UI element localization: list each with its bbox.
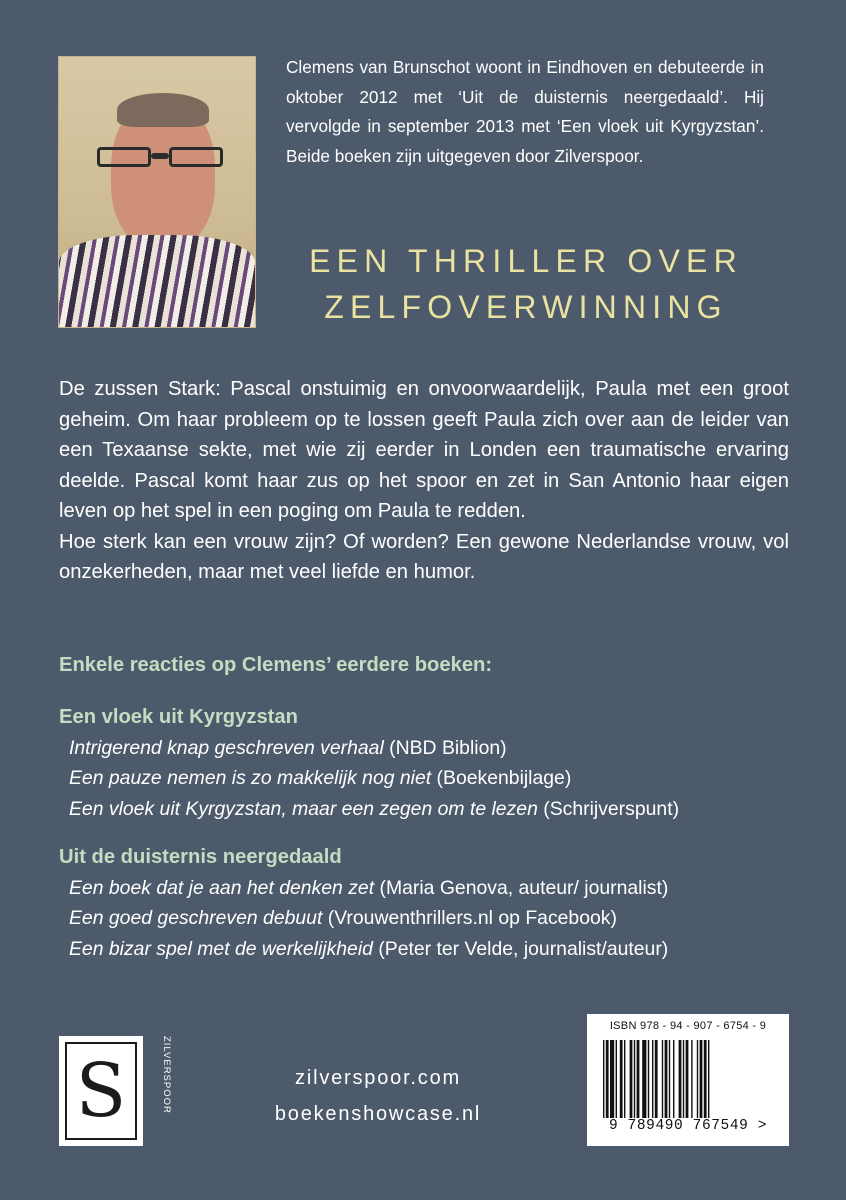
barcode-bar xyxy=(708,1040,709,1118)
tagline-line-2: ZELFOVERWINNING xyxy=(324,289,728,325)
barcode-bar xyxy=(603,1040,604,1118)
blurb-paragraph-1: De zussen Stark: Pascal onstuimig en onvoorwaardelijk, Paula met een groot geheim. Om haar probleem op te lossen geeft Paula zich over aan de leider van een Texaanse sekte, met wie zij eerder in Londen een traumatische ervaring deelde. Pascal komt haar zus op het spoor en zet in San Antonio haar eigen leven op het spel in een poging om Paula te redden. xyxy=(59,378,789,522)
barcode-bar xyxy=(704,1040,707,1118)
barcode-bar xyxy=(606,1040,609,1118)
barcode-bar xyxy=(648,1040,649,1118)
review-quote xyxy=(59,873,668,904)
barcode-bar xyxy=(679,1040,682,1118)
tagline-line-1: EEN THRILLER OVER xyxy=(309,243,743,279)
link-zilverspoor[interactable]: zilverspoor.com xyxy=(295,1067,461,1089)
publisher-links xyxy=(258,1060,498,1132)
reviews-book-2 xyxy=(59,842,668,964)
barcode-bar xyxy=(697,1040,698,1118)
quote-source: (Boekenbijlage) xyxy=(431,767,572,789)
logo-letter: S xyxy=(65,1042,137,1140)
barcode-panel xyxy=(587,1014,789,1146)
publisher-logo xyxy=(59,1036,143,1146)
barcode-icon xyxy=(601,1040,775,1118)
barcode-bar xyxy=(683,1040,684,1118)
quote-text: Een boek dat je aan het denken zet xyxy=(69,876,375,899)
link-boekenshowcase[interactable]: boekenshowcase.nl xyxy=(274,1103,482,1125)
quote-text: Een pauze nemen is zo makkelijk nog niet xyxy=(69,767,432,789)
review-quote xyxy=(59,733,679,764)
barcode-bar xyxy=(700,1040,703,1118)
barcode-bar xyxy=(655,1040,658,1118)
quote-source: (NBD Biblion) xyxy=(383,736,507,759)
glasses-icon xyxy=(89,147,241,167)
blurb-paragraph-2: Hoe sterk kan een vrouw zijn? Of worden? Een gewone Nederlandse vrouw, vol onzekerheden, maar met veel liefde en humor. xyxy=(59,530,789,583)
review-quote xyxy=(59,934,668,965)
author-shirt xyxy=(59,235,255,327)
quote-source: (Vrouwenthrillers.nl op Facebook) xyxy=(322,907,617,929)
barcode-bar xyxy=(616,1040,617,1118)
quote-source: (Maria Genova, auteur/ journalist) xyxy=(374,876,669,899)
isbn-label: ISBN 978 - 94 - 907 - 6754 - 9 xyxy=(609,1020,767,1032)
book-title: Een vloek uit Kyrgyzstan xyxy=(59,706,298,728)
barcode-bar xyxy=(637,1040,640,1118)
quote-text: Een bizar spel met de werkelijkheid xyxy=(69,937,373,960)
review-quote xyxy=(59,763,679,794)
book-title: Uit de duisternis neergedaald xyxy=(59,846,342,868)
quote-source: (Schrijverspunt) xyxy=(537,797,680,820)
quote-text: Intrigerend knap geschreven verhaal xyxy=(69,736,384,759)
barcode-bar xyxy=(634,1040,635,1118)
barcode-bar xyxy=(642,1040,646,1118)
barcode-bar xyxy=(652,1040,653,1118)
quote-text: Een vloek uit Kyrgyzstan, maar een zegen om te lezen xyxy=(69,797,538,820)
review-quote xyxy=(59,903,668,934)
barcode-bar xyxy=(669,1040,670,1118)
tagline xyxy=(286,238,766,330)
barcode-bar xyxy=(630,1040,633,1118)
reviews-heading: Enkele reacties op Clemens’ eerdere boeken: xyxy=(59,654,493,676)
quote-source: (Peter ter Velde, journalist/auteur) xyxy=(372,937,669,960)
barcode-bar xyxy=(662,1040,663,1118)
barcode-bar xyxy=(624,1040,625,1118)
barcode-bar xyxy=(673,1040,674,1118)
reviews-book-1 xyxy=(59,702,679,824)
author-hair xyxy=(117,93,209,127)
barcode-bar xyxy=(691,1040,692,1118)
barcode-bar xyxy=(686,1040,689,1118)
barcode-digits: 9 789490 767549 > xyxy=(608,1118,768,1134)
barcode-bar xyxy=(620,1040,623,1118)
publisher-name-vertical: ZILVERSPOOR xyxy=(161,1036,172,1114)
review-quote xyxy=(59,794,679,825)
author-photo xyxy=(58,56,256,328)
book-blurb xyxy=(59,374,789,588)
barcode-bar xyxy=(610,1040,614,1118)
barcode-bar xyxy=(665,1040,668,1118)
quote-text: Een goed geschreven debuut xyxy=(69,907,323,929)
author-bio: Clemens van Brunschot woont in Eindhoven en debuteerde in oktober 2012 met ‘Uit de duisternis neergedaald’. Hij vervolgde in september 2013 met ‘Een vloek uit Kyrgyzstan’. Beide boeken zijn uitgegeven door Zilverspoor. xyxy=(286,57,764,166)
